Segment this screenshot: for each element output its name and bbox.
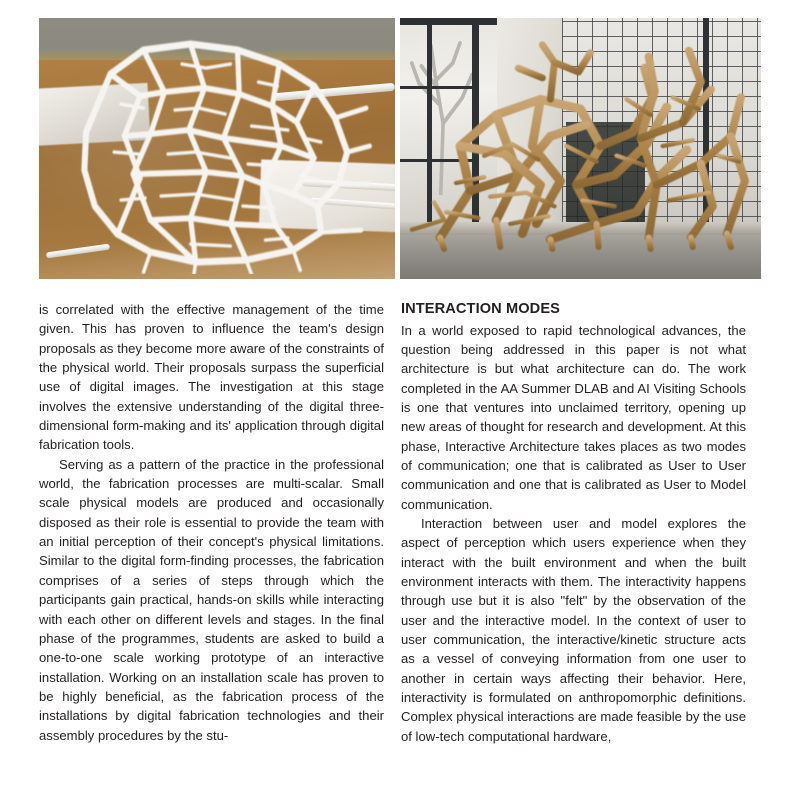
text-column-left: [39, 300, 384, 745]
photo-timber-structure: [400, 39, 761, 253]
figure-voronoi-white-model: [39, 18, 395, 279]
paragraph-fabrication-continued: is correlated with the effective management of the time given. This has proven to influence the team's design proposals as they become more aware of the constraints of the physical world. Their proposals surpass the superficial use of digital images. The investigation at this stage involves the extensive understanding of the digital three-dimensional form-making and its' application through digital fabrication tools.: [39, 302, 384, 453]
paragraph-interaction-modes-intro: In a world exposed to rapid technological advances, the question being addressed in this paper is not what architecture is but what architecture can do. The work completed in the AA Summer DLAB and AI Visiting Schools is one that ventures into unclaimed territory, opening up new areas of thought for research and development. At this phase, Interactive Architecture takes places as two modes of communication; one that is calibrated as User to User communication and one that is calibrated as User to Model communication.: [401, 322, 746, 512]
figure-timber-installation: [400, 18, 761, 279]
paragraph-multi-scalar-practice: Serving as a pattern of the practice in the professional world, the fabrication processes are multi-scalar. Small scale physical models are produced and occasionally disposed as their role is essential to provide the team with an initial perception of their concept's physical limitations. Similar to the digital form-finding processes, the fabrication comprises of a series of steps through which the participants gain practical, hands-on skills while interacting with each other on different levels and stages. In the final phase of the programmes, students are asked to build a one-to-one scale working prototype of an interactive installation. Working on an installation scale has proven to be highly beneficial, as the fabrication process of the installations by digital fabrication technologies and their assembly procedures by the stu-: [39, 456, 384, 743]
section-heading-interaction-modes: INTERACTION MODES: [401, 301, 560, 317]
text-column-right: [401, 300, 746, 746]
photo-voronoi-mesh: [60, 34, 373, 274]
paragraph-user-model-interaction: Interaction between user and model explores the aspect of perception which users experience when they interact with the built environment and when the built environment interacts with them. The interactivity happens through use but it is also "felt" by the observation of the user and the interactive model. In the context of user to user communication, the interactive/kinetic structure acts as a vessel of conveying information from one user to another in certain ways affecting their behavior. Here, interactivity is formulated on anthropomorphic definitions. Complex physical interactions are made feasible by the use of low-tech computational hardware,: [401, 516, 746, 744]
figure-row: [39, 18, 761, 279]
